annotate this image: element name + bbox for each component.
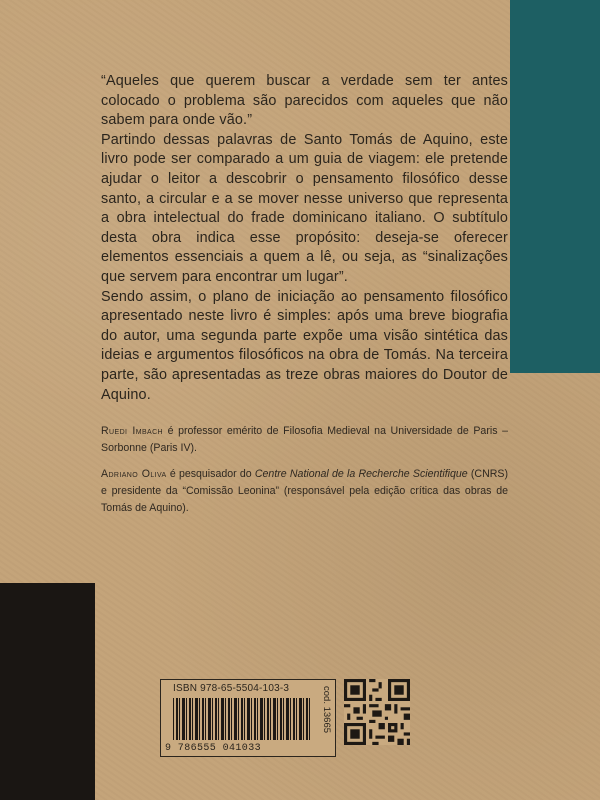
qr-code-icon [344,679,410,745]
institution-name: Centre National de la Recherche Scientifique [254,468,468,481]
author-name-imbach: Ruedi Imbach [101,425,163,438]
barcode-bars [173,698,311,740]
teal-accent-band [510,0,600,373]
qr-code-graphic [344,679,410,745]
author-bio-oliva [101,466,508,517]
dark-accent-band [0,583,95,800]
plan-paragraph: Sendo assim, o plano de iniciação ao pensamento filosófico apresentado neste livro é simples: após uma breve biografia do autor, uma segunda parte expõe uma visão sintética das ideias e argumentos filosóficos na obra de Tomás. Na terceira parte, são apresentadas as treze obras maiores do Doutor de Aquino. [101,288,508,403]
author-bio-imbach-text: é professor emérito de Filosofia Medieval na Universidade de Paris – Sorbonne (Paris IV). [101,425,508,455]
barcode-digits: 9 786555 041033 [165,743,262,754]
author-name-oliva: Adriano Oliva [101,468,167,481]
quote-paragraph: “Aqueles que querem buscar a verdade sem ter antes colocado o problema são parecidos com aqueles que não sabem para onde vão.” [101,73,508,129]
author-bio-oliva-text-2: (CNRS) e presidente da “Comissão Leonina” (responsável pela edição crítica das obras de Tomás de Aquino). [101,468,508,515]
author-bio-imbach [101,423,508,457]
isbn-label: ISBN 978-65-5504-103-3 [173,683,290,694]
author-bio-oliva-text-1: é pesquisador do [166,468,255,481]
description-paragraph: Partindo dessas palavras de Santo Tomás de Aquino, este livro pode ser comparado a um guia de viagem: ele pretende ajudar o leitor a descobrir o pensamento filosófico desse santo, a circular e a se mover nesse universo que representa a obra intelectual do frade dominicano italiano. O subtítulo desta obra indica esse propósito: deseja-se oferecer elementos essenciais a quem a lê, ou seja, as “sinalizações que servem para encontrar um lugar”. [101,131,508,285]
back-cover-text [101,72,508,517]
isbn-barcode [160,679,336,757]
product-code: cod. 13665 [321,686,332,734]
